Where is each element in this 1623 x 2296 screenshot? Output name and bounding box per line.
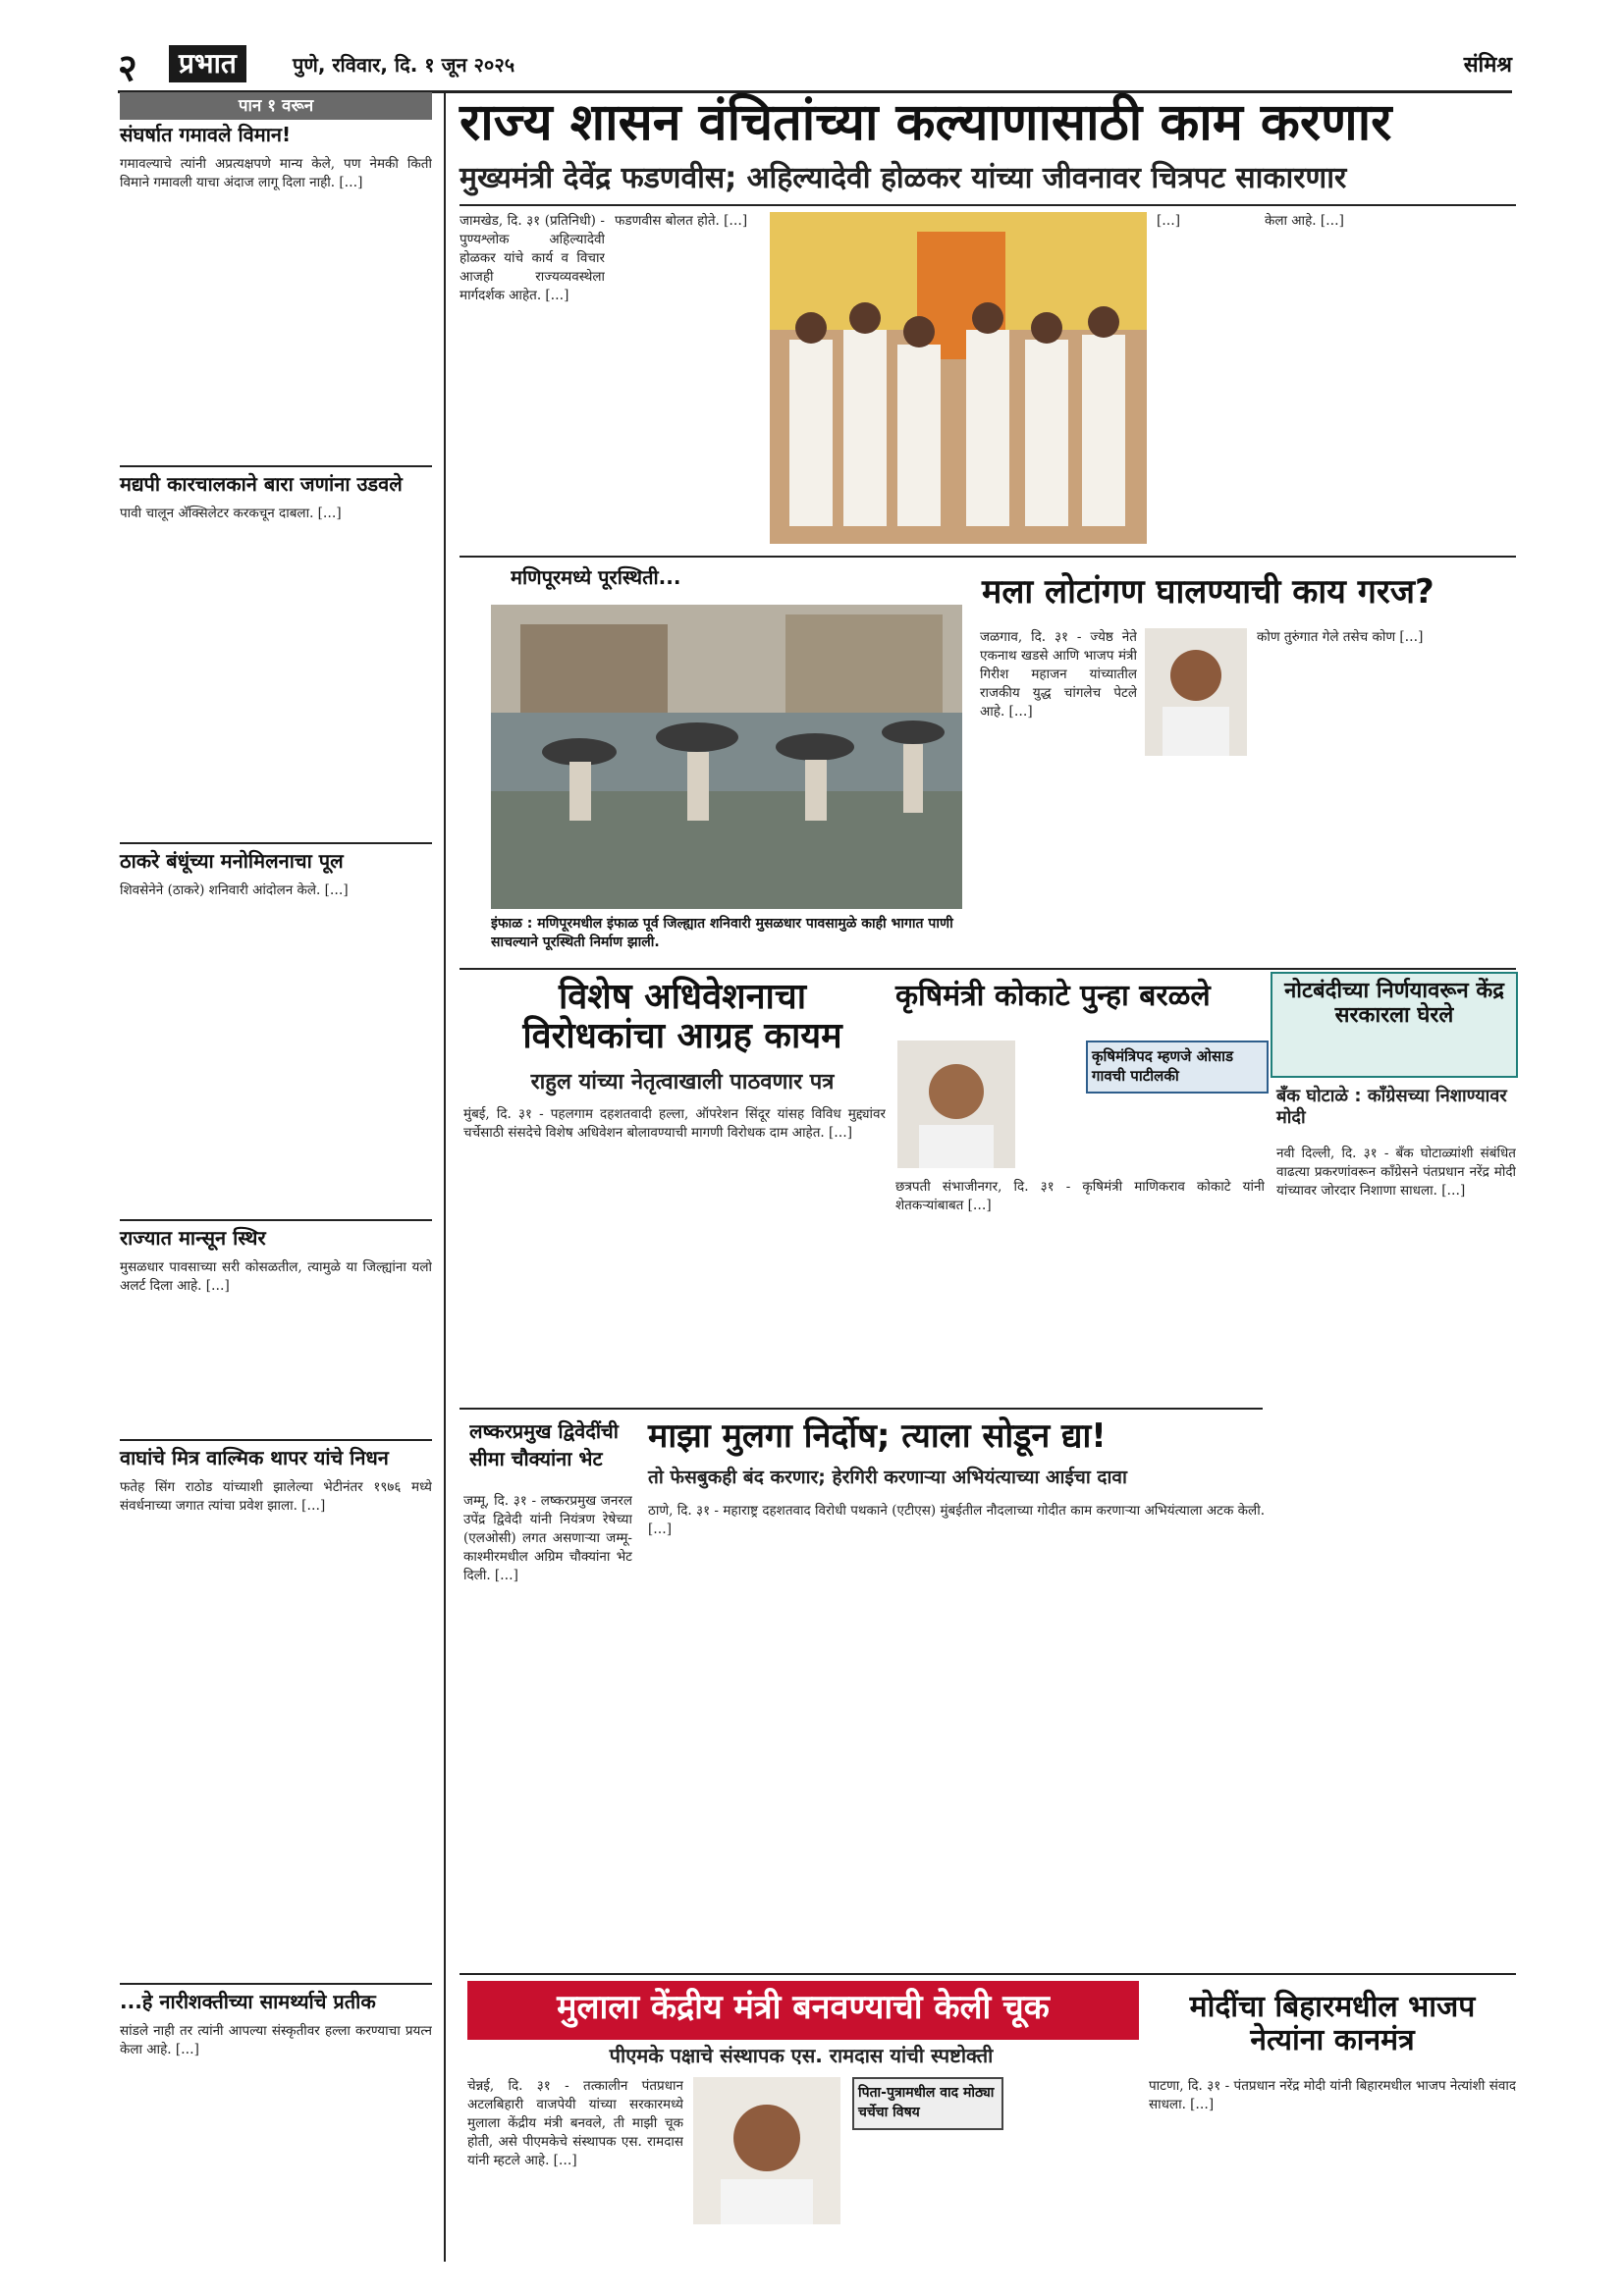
story-headline: कृषिमंत्री कोकाटे पुन्हा बरळले [895,979,1211,1013]
caption-place: इंफाळ : [491,916,533,932]
story-headline: विशेष अधिवेशनाचा विरोधकांचा आग्रह कायम [522,977,842,1057]
photo-kicker: मणिपूरमध्ये पूरस्थिती... [511,565,681,589]
story-headline: नोटबंदीच्या निर्णयावरून केंद्र सरकारला घेरले [1284,979,1504,1028]
lead-subhead: मुख्यमंत्री देवेंद्र फडणवीस; अहिल्यादेवी होळकर यांच्या जीवनावर चित्रपट साकारणार [460,161,1347,195]
story-body: फतेह सिंग राठोड यांच्याशी झालेल्या भेटीनंतर १९७६ मध्ये संवर्धनाच्या जगात त्यांचा प्रवेश झाला. […] [120,1479,432,1514]
quote-box [1086,1041,1269,1094]
lead-body: केला आहे. […] [1265,213,1344,229]
story-body: कोण तुरुंगात गेले तसेच कोण […] [1257,629,1424,645]
story-body: चेन्नई, दि. ३१ - तत्कालीन पंतप्रधान अटलबिहारी वाजपेयी यांच्या सरकारमध्ये मुलाला केंद्रीय मंत्री बनवले, ती माझी चूक होती, असे पीएमकेचे संस्थापक एस. रामदास यांनी म्हटले आहे. […] [467,2078,683,2168]
dateline: पुणे, रविवार, दि. १ जून २०२५ [293,53,515,77]
quote-text: कृषिमंत्रिपद म्हणजे ओसाड गावची पाटीलकी [1092,1047,1234,1085]
headline-box [1271,972,1518,1078]
story-kicker: लष्करप्रमुख द्विवेदींची सीमा चौक्यांना भेट [469,1419,619,1470]
story-headline: मद्यपी कारचालकाने बारा जणांना उडवले [120,472,403,496]
portrait-photo [693,2077,840,2224]
story-subhead: राहुल यांच्या नेतृत्वाखाली पाठवणार पत्र [530,1070,835,1095]
section-name: संमिश्र [1463,53,1512,78]
story-body: नवी दिल्ली, दि. ३१ - बँक घोटाळ्यांशी संबंधित वाढत्या प्रकरणांवरून काँग्रेसने पंतप्रधान नरेंद्र मोदी यांच्यावर जोरदार निशाणा साधला. […] [1276,1146,1516,1199]
story-body: सांडले नाही तर त्यांनी आपल्या संस्कृतीवर हल्ला करण्याचा प्रयत्न केला आहे. […] [120,2023,432,2057]
story-headline: वाघांचे मित्र वाल्मिक थापर यांचे निधन [120,1446,389,1469]
caption-text: मणिपूरमधील इंफाळ पूर्व जिल्ह्यात शनिवारी मुसळधार पावसामुळे काही भागात पाणी साचल्याने पूरस्थिती निर्माण झाली. [491,916,953,950]
sidebar-text: पिता-पुत्रामधील वाद मोठ्या चर्चेचा विषय [858,2085,995,2120]
photo-caption [491,915,962,958]
story-body: जम्मू, दि. ३१ - लष्करप्रमुख जनरल उपेंद्र द्विवेदी यांनी नियंत्रण रेषेच्या (एलओसी) लगत असणाऱ्या जम्मू-काश्मीरमधील अग्रिम चौक्यांना भेट दिली. […] [463,1493,632,1583]
lead-body: […] [1157,213,1181,229]
story-headline: संघर्षात गमावले विमान! [120,123,292,146]
story-body: मुसळधार पावसाच्या सरी कोसळतील, त्यामुळे या जिल्ह्यांना यलो अलर्ट दिला आहे. […] [120,1259,432,1294]
column-divider [444,92,446,2262]
story-body: पाटणा, दि. ३१ - पंतप्रधान नरेंद्र मोदी यांनी बिहारमधील भाजप नेत्यांशी संवाद साधला. […] [1149,2078,1516,2112]
story-body: ठाणे, दि. ३१ - महाराष्ट्र दहशतवाद विरोधी पथकाने (एटीएस) मुंबईतील नौदलाच्या गोदीत काम करणाऱ्या अभियंत्याला अटक केली. […] [648,1503,1265,1537]
story-subhead: तो फेसबुकही बंद करणार; हेरगिरी करणाऱ्या अभियंत्याच्या आईचा दावा [648,1467,1127,1488]
lead-body: जामखेड, दि. ३१ (प्रतिनिधी) - पुण्यश्लोक अहिल्यादेवी होळकर यांचे कार्य व विचार आजही राज्यव्यवस्थेला मार्गदर्शक आहेत. […] [460,213,605,303]
story-headline: मुलाला केंद्रीय मंत्री बनवण्याची केली चूक [557,1988,1050,2027]
portrait-photo [1145,628,1247,756]
story-headline: राज्यात मान्सून स्थिर [120,1226,266,1250]
story-headline: मला लोटांगण घालण्याची काय गरज? [982,572,1434,612]
lead-headline: राज्य शासन वंचितांच्या कल्याणासाठी काम करणार [460,93,1392,152]
masthead-logo: प्रभात [169,45,246,82]
headline-banner [467,1981,1139,2040]
story-body: पावी चालून अ‍ॅक्सिलेटर करकचून दाबला. […] [120,506,342,521]
story-headline: ठाकरे बंधूंच्या मनोमिलनाचा पूल [120,849,344,873]
story-headline: मोदींचा बिहारमधील भाजप नेत्यांना कानमंत्र [1189,1990,1476,2057]
continued-tag: पान १ वरून [120,92,432,120]
story-headline: ...हे नारीशक्तीच्या सामर्थ्याचे प्रतीक [120,1990,376,2013]
flood-photo [491,605,962,909]
story-body: शिवसेनेने (ठाकरे) शनिवारी आंदोलन केले. […] [120,882,349,898]
folio [118,39,1512,93]
story-subhead: पीएमके पक्षाचे संस्थापक एस. रामदास यांची स्पष्टोक्ती [609,2044,994,2067]
story-body: मुंबई, दि. ३१ - पहलगाम दहशतवादी हल्ला, ऑपरेशन सिंदूर यांसह विविध मुद्द्यांवर चर्चेसाठी संसदेचे विशेष अधिवेशन बोलावण्याची मागणी विरोधक दाम आहेत. […] [463,1106,886,1141]
story-subhead: बँक घोटाळे : काँग्रेसच्या निशाण्यावर मोदी [1276,1086,1507,1128]
story-body: जळगाव, दि. ३१ - ज्येष्ठ नेते एकनाथ खडसे आणि भाजप मंत्री गिरीश महाजन यांच्यातील राजकीय युद्ध चांगलेच पेटले आहे. […] [980,629,1137,720]
sidebar-box [852,2077,1003,2130]
story-headline: माझा मुलगा निर्दोष; त्याला सोडून द्या! [648,1416,1107,1456]
portrait-photo [897,1041,1015,1168]
lead-body: फडणवीस बोलत होते. […] [615,213,748,229]
ceremony-photo [770,212,1147,544]
page-number: २ [118,46,137,89]
story-body: गमावल्याचे त्यांनी अप्रत्यक्षपणे मान्य केले, पण नेमकी किती विमाने गमावली याचा अंदाज लागू दिला नाही. […] [120,156,432,190]
story-body: छत्रपती संभाजीनगर, दि. ३१ - कृषिमंत्री माणिकराव कोकाटे यांनी शेतकऱ्यांबाबत […] [895,1179,1265,1213]
